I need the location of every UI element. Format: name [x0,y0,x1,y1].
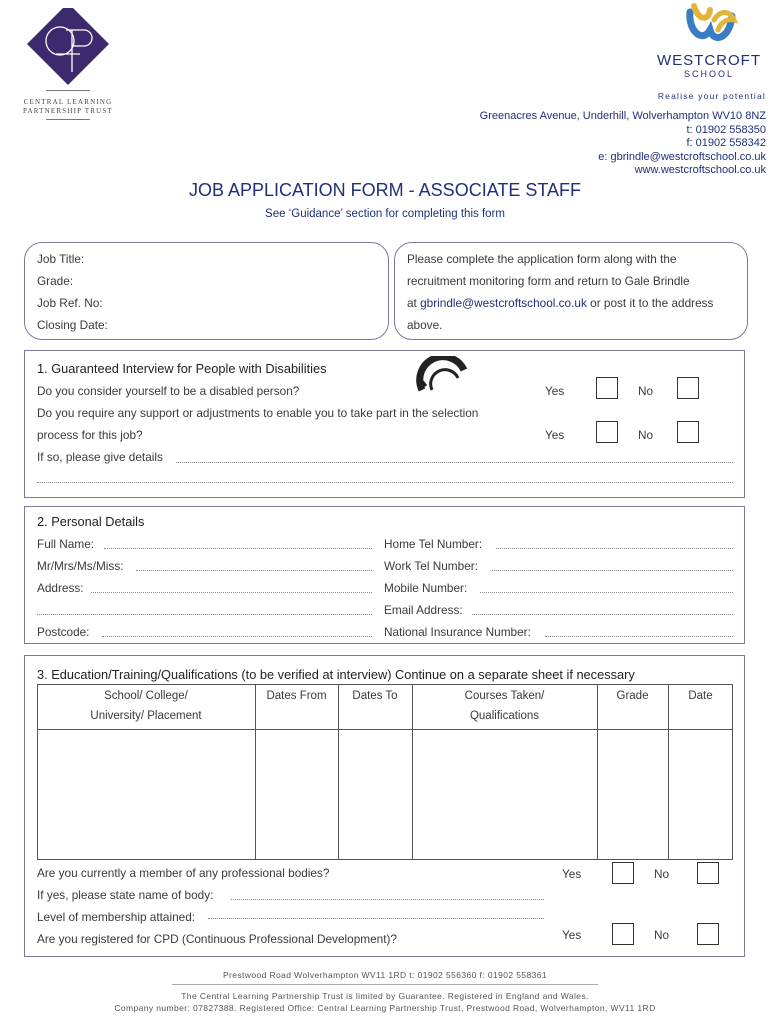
col-header-courses-line2: Qualifications [469,710,540,722]
support-question-line1: Do you require any support or adjustments to enable you to take part in the selection [37,406,479,420]
clpt-name-line2: PARTNERSHIP TRUST [23,107,113,115]
address-fax: f: 01902 558342 [686,137,766,149]
westcroft-sub: SCHOOL [683,69,734,79]
work-tel-label: Work Tel Number: [384,559,478,573]
full-name-field[interactable] [104,548,372,549]
cpd-question: Are you registered for CPD (Continuous Professional Development)? [37,932,397,946]
instructions-email-link[interactable]: gbrindle@westcroftschool.co.uk [420,296,587,310]
col-header-school-line1: School/ College/ [104,690,188,702]
address-block [366,110,766,178]
page-title: JOB APPLICATION FORM - ASSOCIATE STAFF [188,180,582,200]
footer-line3: Company number: 07827388. Registered Office: Central Learning Partnership Trust, Prestwood Road, Wolverhampton, WV11 1RD [114,1003,656,1013]
clpt-diamond-icon [18,8,118,98]
disabled-no-label: No [638,384,654,398]
section-3-title-rest: Continue on a separate sheet if necessary [395,667,635,682]
col-header-grade [597,690,668,702]
col-header-date [668,690,733,702]
col-header-dates-from-line1: Dates From [266,690,327,702]
col-header-dates-to-line1: Dates To [352,690,398,702]
cpd-no-label: No [654,928,670,942]
ni-label: National Insurance Number: [384,625,531,639]
westcroft-name: WESTCROFT [657,52,761,69]
job-ref-label[interactable]: Job Ref. No: [37,296,103,310]
address-line: Greenacres Avenue, Underhill, Wolverhampton WV10 8NZ [479,110,766,122]
membership-level-field[interactable] [208,918,544,919]
member-yes-checkbox[interactable] [612,862,634,884]
email-label: Email Address: [384,603,463,617]
postcode-label: Postcode: [37,625,90,639]
mobile-label: Mobile Number: [384,581,468,595]
instructions-line3 [407,296,713,310]
section-1-title: 1. Guaranteed Interview for People with Disabilities [37,361,327,376]
full-name-label: Full Name: [37,537,95,551]
email-field[interactable] [472,614,733,615]
westcroft-logo [650,0,768,105]
support-question-line2: process for this job? [37,428,143,442]
address-label: Address: [37,581,84,595]
section-2-title: 2. Personal Details [37,514,145,529]
membership-level-label: Level of membership attained: [37,910,196,924]
disabled-yes-checkbox[interactable] [596,377,618,399]
instructions-at: at [407,296,417,310]
disabled-question: Do you consider yourself to be a disabled person? [37,384,300,398]
disabled-no-checkbox[interactable] [677,377,699,399]
support-no-label: No [638,428,654,442]
body-name-field[interactable] [231,899,544,900]
address-field-2[interactable] [37,614,372,615]
cpd-no-checkbox[interactable] [697,923,719,945]
instructions-line1: Please complete the application form along with the [407,252,677,266]
positive-about-disabled-badge [412,356,474,394]
instructions-line2: recruitment monitoring form and return to Gale Brindle [407,274,690,288]
job-title-label[interactable]: Job Title: [37,252,85,266]
postcode-field[interactable] [102,636,372,637]
title-field[interactable] [136,570,372,571]
clpt-name-line1: CENTRAL LEARNING [23,98,113,106]
address-email: e: gbrindle@westcroftschool.co.uk [598,150,766,163]
footer-divider [172,984,598,985]
clpt-logo [18,8,118,123]
member-question: Are you currently a member of any professional bodies? [37,866,330,880]
support-yes-checkbox[interactable] [596,421,618,443]
ni-field[interactable] [545,636,733,637]
address-web: www.westcroftschool.co.uk [634,164,766,176]
footer-line1: Prestwood Road Wolverhampton WV11 1RD t: 01902 556360 f: 01902 558361 [222,970,548,980]
col-header-courses [412,690,597,722]
member-no-checkbox[interactable] [697,862,719,884]
cpd-yes-label: Yes [562,928,582,942]
col-header-school-line2: University/ Placement [90,710,202,722]
body-name-label: If yes, please state name of body: [37,888,214,902]
instructions-line3-rest: or post it to the address [590,296,714,310]
section-3-title-bold: 3. Education/Training/Qualifications (to be verified at interview) [37,667,392,682]
details-line-2[interactable] [37,482,733,483]
support-yes-label: Yes [545,428,565,442]
support-no-checkbox[interactable] [677,421,699,443]
home-tel-label: Home Tel Number: [384,537,483,551]
details-line-1[interactable] [176,462,733,463]
address-field-1[interactable] [91,592,372,593]
member-yes-label: Yes [562,867,582,881]
work-tel-field[interactable] [492,570,733,571]
home-tel-field[interactable] [496,548,733,549]
col-header-grade-line1: Grade [616,690,649,702]
section-3-title [37,667,635,682]
member-no-label: No [654,867,670,881]
westcroft-emblem-icon [680,0,740,55]
grade-label[interactable]: Grade: [37,274,74,288]
footer-line2: The Central Learning Partnership Trust is limited by Guarantee. Registered in England and Wales. [181,991,589,1001]
details-label: If so, please give details [37,450,163,464]
col-header-date-line1: Date [688,690,713,702]
col-header-dates-to [338,690,412,702]
cpd-yes-checkbox[interactable] [612,923,634,945]
closing-date-label[interactable]: Closing Date: [37,318,108,332]
address-tel: t: 01902 558350 [686,123,766,136]
disabled-yes-label: Yes [545,384,565,398]
col-header-courses-line1: Courses Taken/ [464,690,545,702]
page-subtitle: See ‘Guidance’ section for completing this form [265,208,505,220]
mobile-field[interactable] [480,592,733,593]
col-header-school [37,690,255,722]
instructions-line4: above. [407,318,443,332]
disability-badge-icon [412,356,474,394]
education-table-body[interactable] [38,730,732,859]
westcroft-tagline: Realise your potential [657,91,766,101]
title-label: Mr/Mrs/Ms/Miss: [37,559,124,573]
col-header-dates-from [255,690,338,702]
